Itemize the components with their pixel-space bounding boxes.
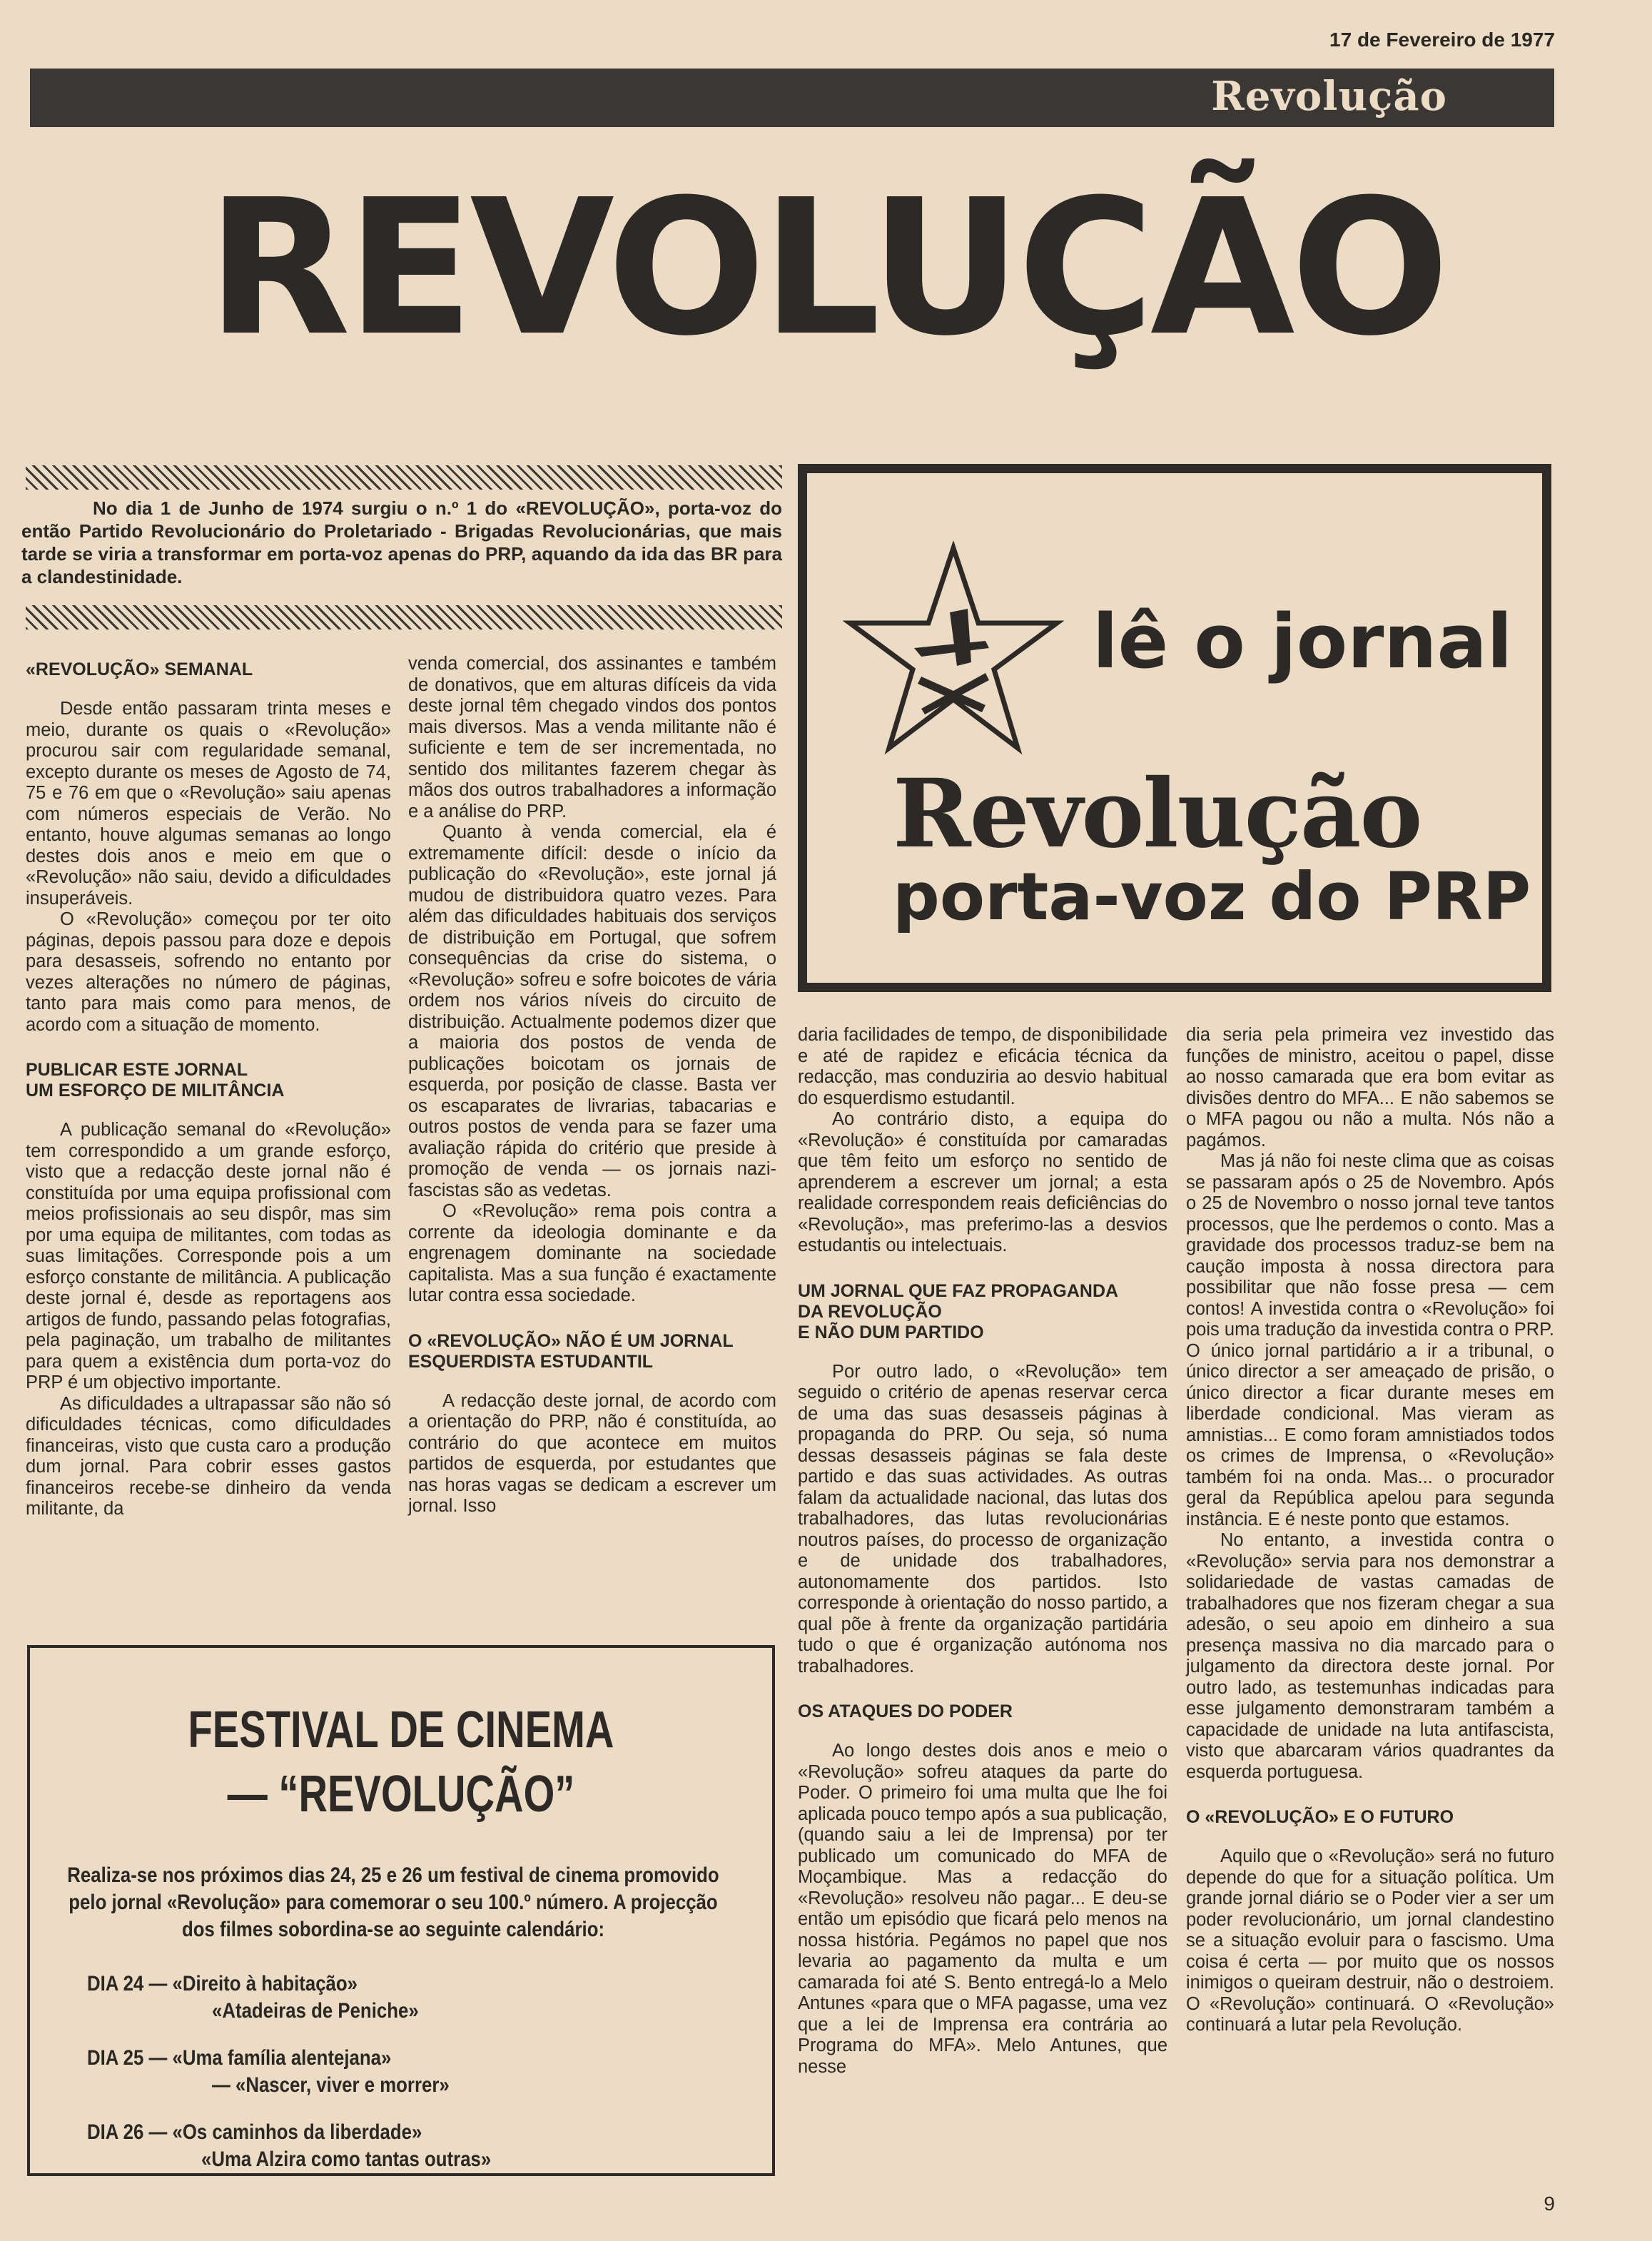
article-column-4 bbox=[1186, 1025, 1554, 2036]
masthead-brand: Revolução bbox=[1211, 73, 1447, 120]
paragraph: A publicação semanal do «Revolução» tem correspondido a um grande esforço, visto que a redacção deste jornal não é constituída por uma equipa profissional com meios profissionais ao seu dispôr, mas sim por uma equipa de militantes, com todas as suas limitações. Corresponde pois a um esforço constante de militância. A publicação deste jornal é, desde as reportagens aos artigos de fundo, passando pelas fotografias, pela paginação, um trabalho de militantes para quem a existência dum porta-voz do PRP é um objectivo importante. bbox=[26, 1120, 391, 1392]
intro-paragraph: No dia 1 de Junho de 1974 surgiu o n.º 1 do «REVOLUÇÃO», porta-voz do então Partido Revolucionário do Proletariado - Brigadas Revolucionárias, que mais tarde se viria a transformar em porta-voz apenas do PRP, aquando da ida das BR para a clandestinidade. bbox=[21, 497, 782, 587]
section-heading: OS ATAQUES DO PODER bbox=[798, 1701, 1013, 1721]
paragraph: No entanto, a investida contra o «Revolução» servia para nos demonstrar a solidariedade de vastas camadas de trabalhadores que nos fizeram chegar a sua adesão, o seu apoio em dinheiro a sua presença massiva no dia marcado para o julgamento da directora deste jornal. Por outro lado, as testemunhas indicadas para esse julgamento demonstraram também a capacidade de unidade na luta antifascista, visto que abarcaram vários quadrantes da esquerda portuguesa. bbox=[1186, 1530, 1554, 1782]
festival-title: FESTIVAL DE CINEMA — “REVOLUÇÃO” bbox=[188, 1701, 614, 1823]
paragraph: O «Revolução» rema pois contra a corrente da ideologia dominante e da engrenagem dominante na sociedade capitalista. Mas a sua função é exactamente lutar contra essa sociedade. bbox=[408, 1201, 776, 1305]
festival-day-25-film-2: — «Nascer, viver e morrer» bbox=[212, 2073, 450, 2097]
festival-description: Realiza-se nos próximos dias 24, 25 e 26 um festival de cinema promovido pelo jornal «Revolução» para comemorar o seu 100.º número. A projecção dos filmes sobordina-se ao seguinte calendário: bbox=[67, 1863, 719, 1941]
red-star-emblem-icon bbox=[843, 541, 1064, 755]
ad-read-text: lê o jornal bbox=[1093, 598, 1513, 685]
section-heading: PUBLICAR ESTE JORNAL UM ESFORÇO DE MILITÂNCIA bbox=[26, 1060, 285, 1101]
festival-day-26-film-2: «Uma Alzira como tantas outras» bbox=[201, 2148, 492, 2171]
section-heading: UM JORNAL QUE FAZ PROPAGANDA DA REVOLUÇÃO E NÃO DUM PARTIDO bbox=[798, 1280, 1119, 1342]
paragraph: Aquilo que o «Revolução» será no futuro depende do que for a situação política. Um grande jornal diário se o Poder vier a ser um poder revolucionário, um jornal clandestino se a situação evoluir para o fascismo. Uma coisa é certa — por muito que os nossos inimigos o queiram destruir, não o destroiem. O «Revolução» continuará. O «Revolução» continuará a lutar pela Revolução. bbox=[1186, 1846, 1554, 2035]
paragraph: daria facilidades de tempo, de disponibilidade e até de rapidez e eficácia técnica da redacção, mas conduziria ao desvio habitual do esquerdismo estudantil. bbox=[798, 1025, 1167, 1108]
festival-day-26: DIA 26 — «Os caminhos da liberdade» bbox=[87, 2120, 422, 2144]
issue-date: 17 de Fevereiro de 1977 bbox=[1329, 29, 1555, 51]
paragraph: Ao contrário disto, a equipa do «Revolução» é constituída por camaradas que têm feito um esforço no sentido de aprenderem a escrever um jornal; a esta realidade correspondem reais deficiências do «Revolução», mas preferimo-las a desvios estudantis ou intelectuais. bbox=[798, 1109, 1167, 1255]
article-column-2 bbox=[408, 654, 776, 1517]
paragraph: O «Revolução» começou por ter oito páginas, depois passou para doze e depois para desasseis, sofrendo no entanto por vezes alterações no número de páginas, tanto para mais como para menos, de acordo com a situação de momento. bbox=[26, 909, 391, 1035]
paragraph: Ao longo destes dois anos e meio o «Revolução» sofreu ataques da parte do Poder. O primeiro foi uma multa que lhe foi aplicada pouco tempo após a sua publicação, (quando saiu a lei de Imprensa) por ter publicado um comunicado do MFA de Moçambique. Mas a redacção do «Revolução» resolveu não pagar... E deu-se então um episódio que ficará pelo menos na nossa história. Pegámos no papel que nos levaria ao pagamento da multa e um camarada foi até S. Bento entregá-lo a Melo Antunes «para que o MFA pagasse, uma vez que a lei de Imprensa era contrária ao Programa do MFA». Melo Antunes, que nesse bbox=[798, 1741, 1167, 2077]
festival-announcement-box bbox=[27, 1645, 775, 2176]
paragraph: A redacção deste jornal, de acordo com a orientação do PRP, não é constituída, ao contrário do que acontece em muitos partidos de esquerda, por estudantes que nas horas vagas se dedicam a escrever um jornal. Isso bbox=[408, 1390, 776, 1516]
section-heading: «REVOLUÇÃO» SEMANAL bbox=[26, 659, 253, 679]
paragraph: venda comercial, dos assinantes e também de donativos, que em alturas difíceis da vida deste jornal têm chegado vindos dos pontos mais diversos. Mas a venda militante não é suficiente e tem de ser incrementada, no sentido dos militantes fazerem chegar às mãos dos outros trabalhadores a informação e a análise do PRP. bbox=[408, 654, 776, 821]
paragraph: Mas já não foi neste clima que as coisas se passaram após o 25 de Novembro. Após o 25 de Novembro o nosso jornal teve tantos processos, que lhe perdemos o conto. Mas a gravidade dos processos traduz-se bem na caução imposta à nossa directora para possibilitar que não fosse presa — cem contos! A investida contra o «Revolução» foi pois uma tradução da investida contra o PRP. O único jornal partidário a ir a tribunal, o único director a ser ameaçado de prisão, o único director a ficar durante meses em liberdade condicional. Mas vieram as amnistias... E como foram amnistiados todos os crimes de Imprensa, o «Revolução» também foi na onda. Mas... o procurador geral da República apelou para segunda instância. E é neste ponto que estamos. bbox=[1186, 1151, 1554, 1529]
section-heading: O «REVOLUÇÃO» E O FUTURO bbox=[1186, 1807, 1454, 1827]
ad-newspaper-name: Revolução bbox=[893, 759, 1422, 869]
article-column-3 bbox=[798, 1025, 1167, 2078]
ad-tagline: porta-voz do PRP bbox=[893, 859, 1531, 935]
section-heading: O «REVOLUÇÃO» NÃO É UM JORNAL ESQUERDISTA ESTUDANTIL bbox=[408, 1330, 734, 1372]
festival-day-24: DIA 24 — «Direito à habitação» bbox=[87, 1972, 358, 1995]
page-number: 9 bbox=[1544, 2192, 1555, 2215]
paragraph: Por outro lado, o «Revolução» tem seguido o critério de apenas reservar cerca de uma das suas desasseis páginas à propaganda do PRP. Ou seja, só numa dessas desasseis páginas se fala deste partido e das suas actividades. As outras falam da actualidade nacional, das lutas dos trabalhadores, das lutas revolucionárias noutros países, do processo de organização e de unidade dos trabalhadores, autonomamente dos partidos. Isto corresponde à orientação do nosso partido, a qual põe à frente da organização partidária tudo o que é organização autónoma nos trabalhadores. bbox=[798, 1361, 1167, 1676]
article-column-1 bbox=[26, 659, 391, 1520]
paragraph: dia seria pela primeira vez investido das funções de ministro, aceitou o papel, disse ao nosso camarada que era bom evitar as divisões dentro do MFA... E não sabemos se o MFA pagou ou não a multa. Nós não a pagámos. bbox=[1186, 1025, 1554, 1150]
hatch-divider-bottom bbox=[26, 605, 782, 629]
hatch-divider-top bbox=[26, 465, 782, 490]
paragraph: Desde então passaram trinta meses e meio, durante os quais o «Revolução» procurou sair com regularidade semanal, excepto durante os meses de Agosto de 74, 75 e 76 em que o «Revolução» saiu apenas com números especiais de Verão. No entanto, houve algumas semanas ao longo destes dois anos e meio em que o «Revolução» não saiu, devido a dificuldades insuperáveis. bbox=[26, 699, 391, 909]
paragraph: As dificuldades a ultrapassar são não só dificuldades técnicas, como dificuldades financeiras, visto que custa caro a produção dum jornal. Para cobrir esses gastos financeiros recebe-se dinheiro da venda militante, da bbox=[26, 1393, 391, 1519]
paragraph: Quanto à venda comercial, ela é extremamente difícil: desde o início da publicação do «Revolução», este jornal já mudou de distribuidora quatro vezes. Para além das dificuldades habituais dos serviços de distribuição em Portugal, que sofrem consequências da crise do sistema, o «Revolução» sofreu e sofre boicotes de vária ordem nos vários níveis do circuito de distribuição. Actualmente podemos dizer que a maioria dos postos de venda de publicações boicotam os jornais de esquerda, por posição de classe. Basta ver os escaparates de livrarias, tabacarias e outros postos de venda para se fazer uma avaliação rápida do critério que preside à promoção de venda — os jornais nazi-fascistas são as vedetas. bbox=[408, 822, 776, 1200]
page-headline: REVOLUÇÃO bbox=[206, 159, 1446, 377]
festival-day-25: DIA 25 — «Uma família alentejana» bbox=[87, 2046, 392, 2070]
festival-day-24-film-2: «Atadeiras de Peniche» bbox=[212, 1999, 419, 2023]
advertisement-box bbox=[798, 464, 1551, 992]
top-banner bbox=[30, 69, 1554, 127]
